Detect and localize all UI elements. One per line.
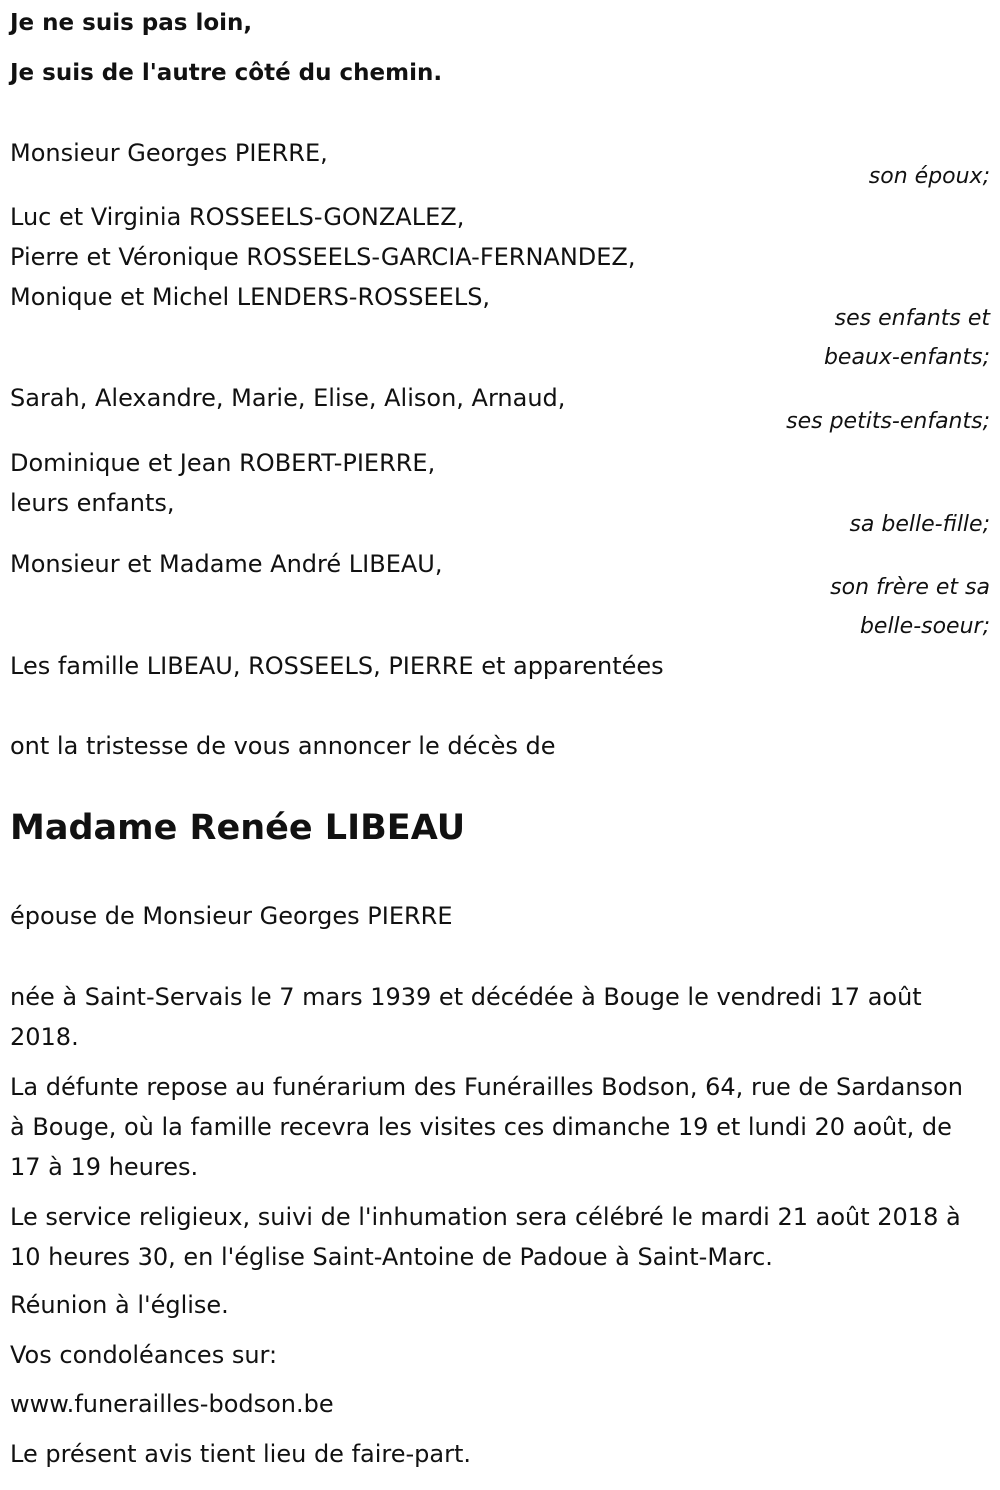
stepdaughter-line-2: leurs enfants,	[10, 489, 175, 517]
stepdaughter-block	[10, 443, 770, 523]
birth-death-paragraph: née à Saint-Servais le 7 mars 1939 et décédée à Bouge le vendredi 17 août 2018.	[10, 983, 922, 1051]
announcement-text: ont la tristesse de vous annoncer le décès de	[10, 732, 556, 760]
children-relation-2: beaux-enfants;	[823, 345, 990, 370]
stepdaughter-relation: sa belle-fille;	[849, 512, 990, 537]
children-relation-1: ses enfants et	[834, 306, 990, 331]
child-entry: Luc et Virginia ROSSEELS-GONZALEZ,	[10, 203, 465, 231]
sibling-relation-2: belle-soeur;	[859, 614, 990, 639]
meeting-line: Réunion à l'église.	[10, 1291, 229, 1319]
grandchildren-relation: ses petits-enfants;	[786, 409, 990, 434]
sibling-names: Monsieur et Madame André LIBEAU,	[10, 550, 443, 578]
service-paragraph: Le service religieux, suivi de l'inhumation sera célébré le mardi 21 août 2018 à 10 heures 30, en l'église Saint-Antoine de Padoue à Saint-Marc.	[10, 1203, 961, 1271]
stepdaughter-line-1: Dominique et Jean ROBERT-PIERRE,	[10, 449, 436, 477]
children-list	[10, 197, 770, 317]
sibling-relation-1: son frère et sa	[830, 575, 990, 600]
child-entry: Monique et Michel LENDERS-ROSSEELS,	[10, 283, 491, 311]
notice-line: Le présent avis tient lieu de faire-part.	[10, 1440, 472, 1468]
website-link[interactable]: www.funerailles-bodson.be	[10, 1390, 334, 1418]
spouse-name: Monsieur Georges PIERRE,	[10, 139, 328, 167]
child-entry: Pierre et Véronique ROSSEELS-GARCIA-FERNANDEZ,	[10, 243, 636, 271]
repose-paragraph: La défunte repose au funérarium des Funérailles Bodson, 64, rue de Sardanson à Bouge, où la famille recevra les visites ces dimanche 19 et lundi 20 août, de 17 à 19 heures.	[10, 1073, 963, 1181]
families-line: Les famille LIBEAU, ROSSEELS, PIERRE et apparentées	[10, 652, 664, 680]
grandchildren-names: Sarah, Alexandre, Marie, Elise, Alison, Arnaud,	[10, 384, 566, 412]
condolences-label: Vos condoléances sur:	[10, 1341, 278, 1369]
spouse-relation: son époux;	[868, 164, 990, 189]
deceased-name: Madame Renée LIBEAU	[10, 808, 466, 848]
quote-line-1: Je ne suis pas loin,	[10, 10, 253, 36]
spouse-of-line: épouse de Monsieur Georges PIERRE	[10, 902, 453, 930]
quote-line-2: Je suis de l'autre côté du chemin.	[10, 60, 443, 86]
